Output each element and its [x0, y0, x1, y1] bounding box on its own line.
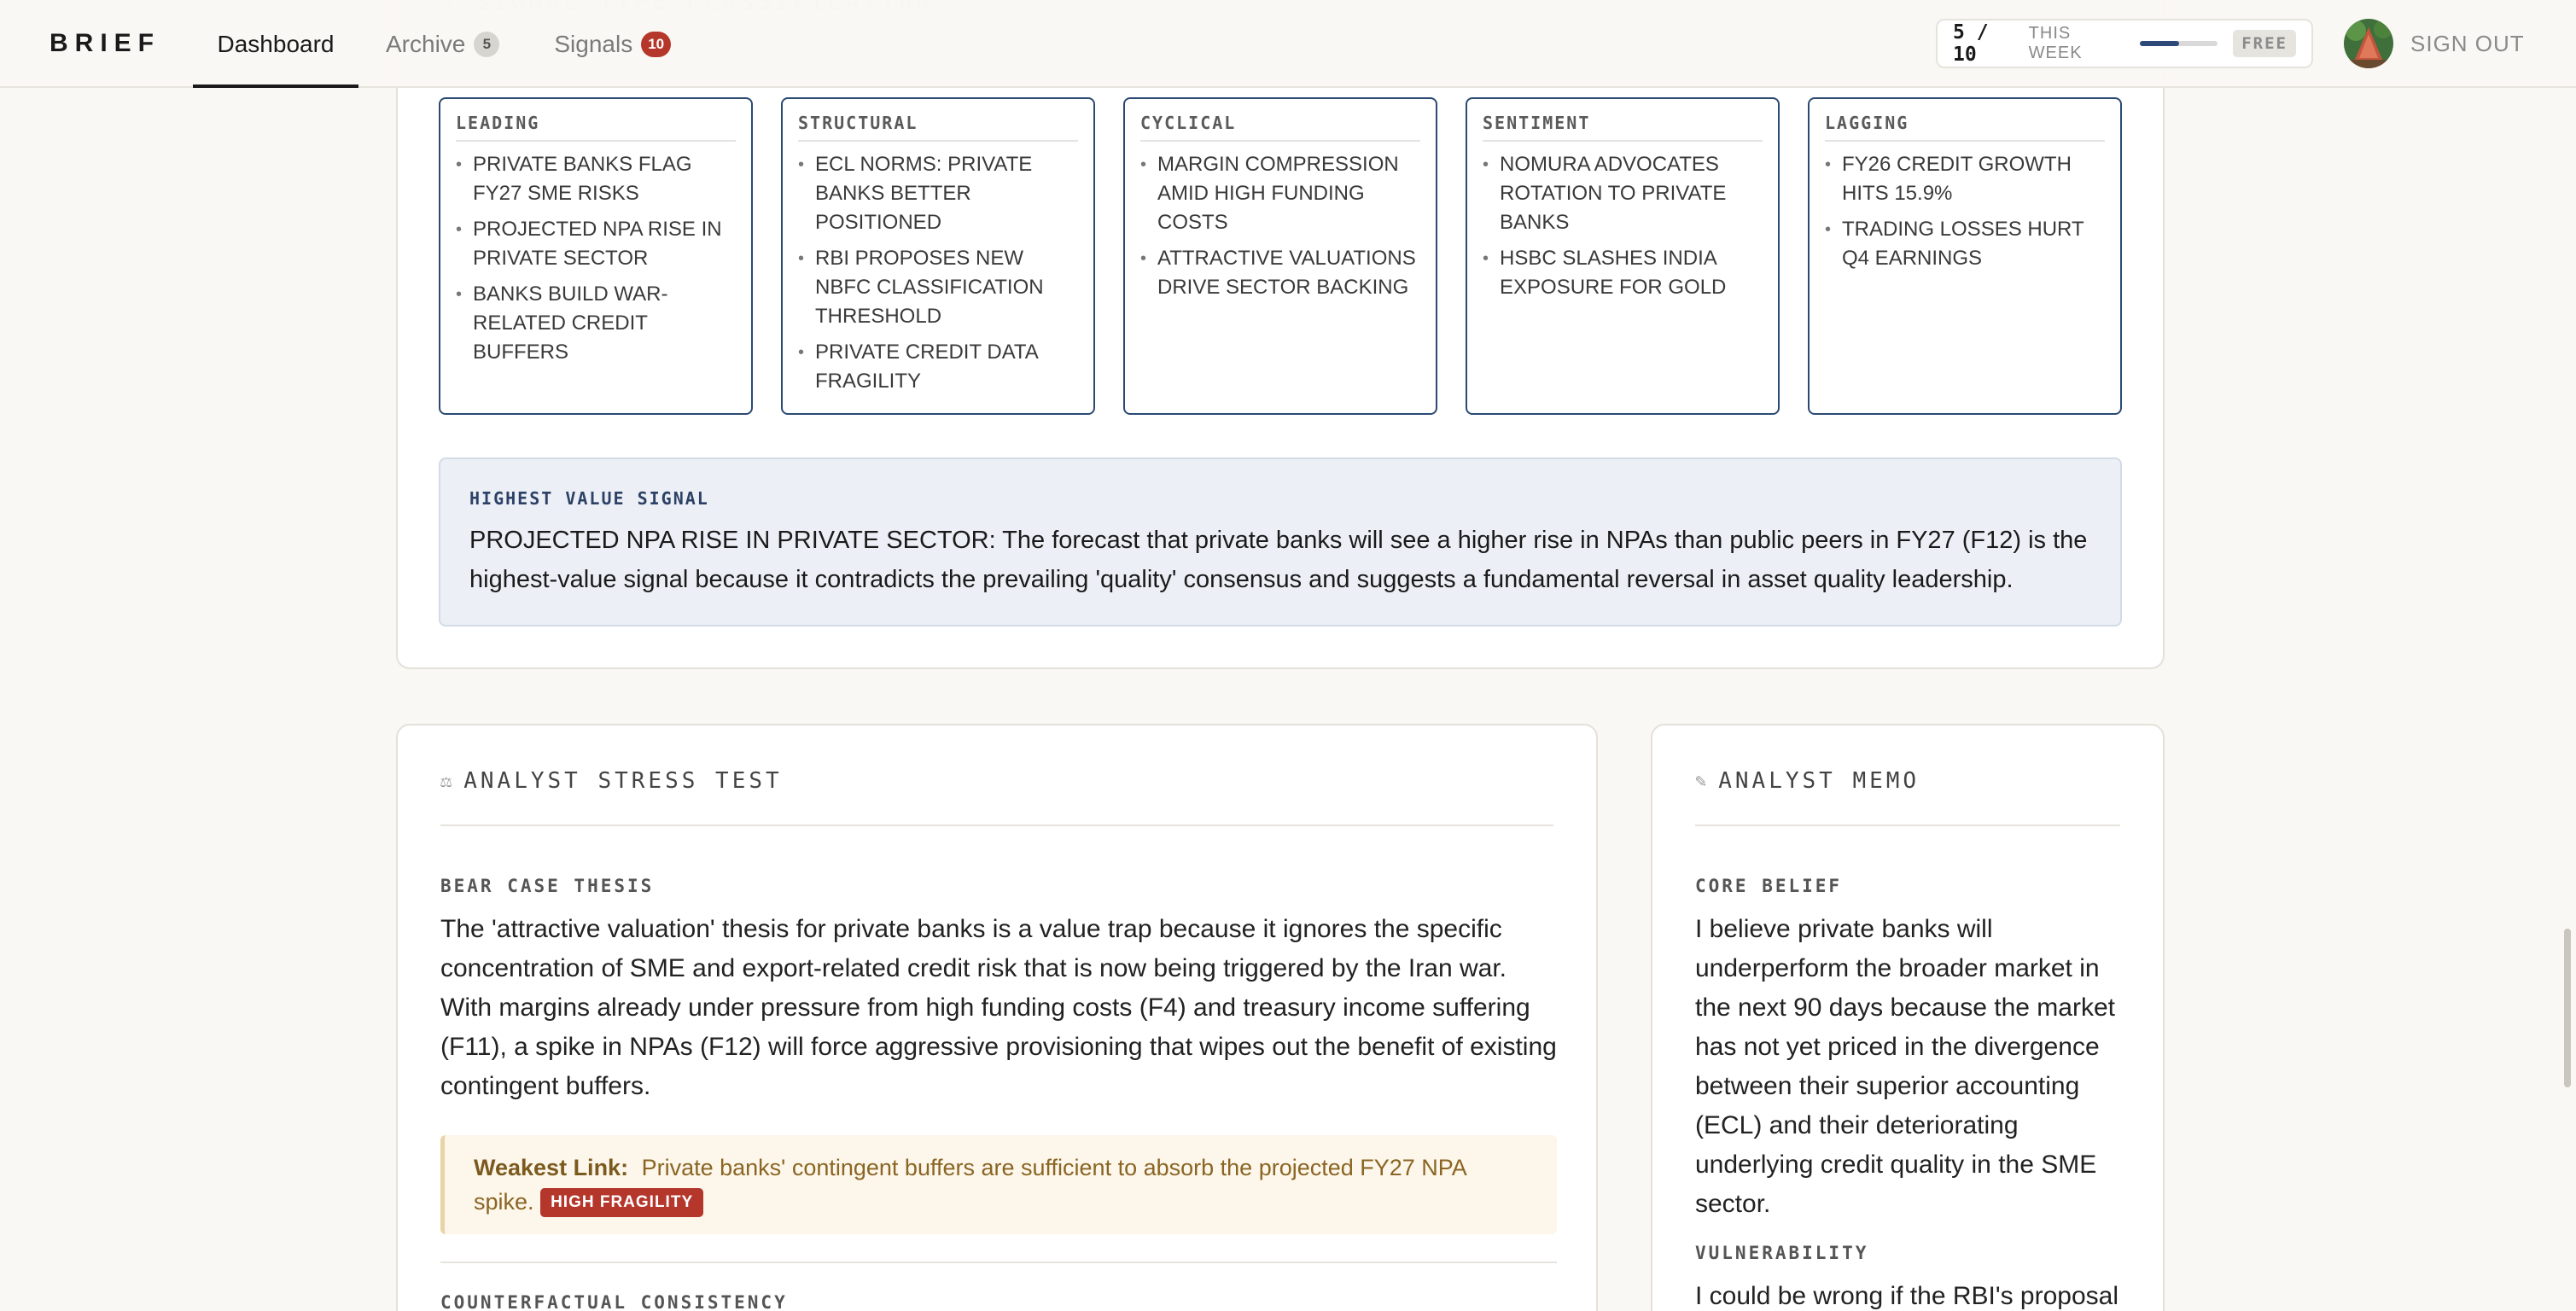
- signal-item[interactable]: • BANKS BUILD WAR-RELATED CREDIT BUFFERS: [456, 280, 736, 367]
- signal-item[interactable]: • PROJECTED NPA RISE IN PRIVATE SECTOR: [456, 215, 736, 273]
- highest-value-text: PROJECTED NPA RISE IN PRIVATE SECTOR: The forecast that private banks will see a higher rise in NPAs than public peers in FY27 (F12) is the highest-value signal because it contradicts the prevailing 'quality' consensus and suggests a fundamental reversal in asset quality leadership.: [469, 527, 2088, 593]
- brand-logo[interactable]: BRIEF: [50, 29, 160, 57]
- nav-archive[interactable]: [358, 0, 527, 88]
- signal-item[interactable]: • MARGIN COMPRESSION AMID HIGH FUNDING COSTS: [1140, 150, 1420, 237]
- archive-count-badge: 5: [474, 32, 499, 57]
- highest-value-label: HIGHEST VALUE SIGNAL: [469, 488, 709, 509]
- main-nav: [193, 0, 698, 88]
- plan-badge: FREE: [2233, 30, 2296, 57]
- highest-value-signal: [439, 457, 2122, 626]
- stress-test-body: [440, 876, 1557, 1311]
- usage-count: 5 / 10: [1953, 21, 1989, 66]
- column-leading: [439, 97, 753, 415]
- column-title: LEADING: [456, 113, 736, 142]
- scrollbar-thumb[interactable]: [2564, 929, 2571, 1087]
- weakest-link-label: Weakest Link:: [474, 1155, 629, 1180]
- stress-test-title: ANALYST STRESS TEST: [463, 768, 783, 794]
- signal-item[interactable]: • HSBC SLASHES INDIA EXPOSURE FOR GOLD: [1483, 244, 1763, 302]
- core-belief-text: I believe private banks will underperform the broader market in the next 90 days because the market has not yet priced in the divergence between their superior accounting (ECL) and their deteriorating underlying credit quality in the SME sector.: [1695, 915, 2115, 1218]
- memo-body: [1695, 876, 2124, 1311]
- memo-title: ANALYST MEMO: [1718, 768, 1920, 794]
- core-belief-label: CORE BELIEF: [1695, 876, 1843, 896]
- signals-count-badge: 10: [641, 32, 671, 57]
- column-sentiment: [1466, 97, 1780, 415]
- stress-test-header: [440, 768, 1553, 826]
- pencil-icon: ✎: [1695, 770, 1707, 792]
- column-cyclical: [1123, 97, 1437, 415]
- column-structural: [781, 97, 1095, 415]
- memo-header: [1695, 768, 2120, 826]
- signal-item[interactable]: • RBI PROPOSES NEW NBFC CLASSIFICATION THRESHOLD: [798, 244, 1078, 331]
- signal-item[interactable]: • FY26 CREDIT GROWTH HITS 15.9%: [1825, 150, 2105, 208]
- analyst-stress-test-card: [396, 724, 1598, 1311]
- column-title: LAGGING: [1825, 113, 2105, 142]
- divider: [440, 1261, 1557, 1263]
- signal-item[interactable]: • PRIVATE BANKS FLAG FY27 SME RISKS: [456, 150, 736, 208]
- weakest-link-callout: [440, 1135, 1557, 1234]
- nav-dashboard[interactable]: [193, 0, 358, 88]
- nav-label: Archive: [386, 30, 466, 57]
- balance-scale-icon: ⚖: [440, 770, 452, 792]
- signal-item[interactable]: • ATTRACTIVE VALUATIONS DRIVE SECTOR BACKING: [1140, 244, 1420, 302]
- counterfactual-label: COUNTERFACTUAL CONSISTENCY: [440, 1292, 788, 1311]
- column-lagging: [1808, 97, 2122, 415]
- usage-progress-bar: [2140, 41, 2218, 46]
- weekly-usage-widget: [1936, 19, 2313, 68]
- nav-label: Signals: [554, 30, 633, 57]
- weakest-link-text: Private banks' contingent buffers are sufficient to absorb the projected FY27 NPA spike.: [474, 1155, 1466, 1215]
- vulnerability-label: VULNERABILITY: [1695, 1243, 1869, 1263]
- signal-item[interactable]: • TRADING LOSSES HURT Q4 EARNINGS: [1825, 215, 2105, 273]
- column-title: CYCLICAL: [1140, 113, 1420, 142]
- column-title: STRUCTURAL: [798, 113, 1078, 142]
- scrollbar[interactable]: [2559, 0, 2576, 1311]
- fragility-badge: HIGH FRAGILITY: [540, 1188, 703, 1217]
- avatar[interactable]: [2344, 19, 2393, 68]
- usage-progress-fill: [2140, 41, 2178, 46]
- nav-label: Dashboard: [217, 30, 335, 57]
- signal-item[interactable]: • NOMURA ADVOCATES ROTATION TO PRIVATE BANKS: [1483, 150, 1763, 237]
- nav-signals[interactable]: [527, 0, 698, 88]
- column-title: SENTIMENT: [1483, 113, 1763, 142]
- top-nav-bar: [0, 0, 2576, 88]
- signal-item[interactable]: • PRIVATE CREDIT DATA FRAGILITY: [798, 338, 1078, 396]
- bear-case-text: The 'attractive valuation' thesis for private banks is a value trap because it ignores the specific concentration of SME and export-related credit risk that is now being triggered by the Iran war. With margins already under pressure from high funding costs (F4) and treasury income suffering (F11), a spike in NPAs (F12) will force aggressive provisioning that wipes out the benefit of existing contingent buffers.: [440, 915, 1557, 1100]
- usage-period: THIS WEEK: [2028, 24, 2083, 62]
- signal-item[interactable]: • ECL NORMS: PRIVATE BANKS BETTER POSITIONED: [798, 150, 1078, 237]
- analyst-memo-card: [1651, 724, 2165, 1311]
- sign-out-button[interactable]: SIGN OUT: [2410, 31, 2525, 56]
- bear-case-label: BEAR CASE THESIS: [440, 876, 655, 896]
- vulnerability-text: I could be wrong if the RBI's proposal: [1695, 1282, 2118, 1310]
